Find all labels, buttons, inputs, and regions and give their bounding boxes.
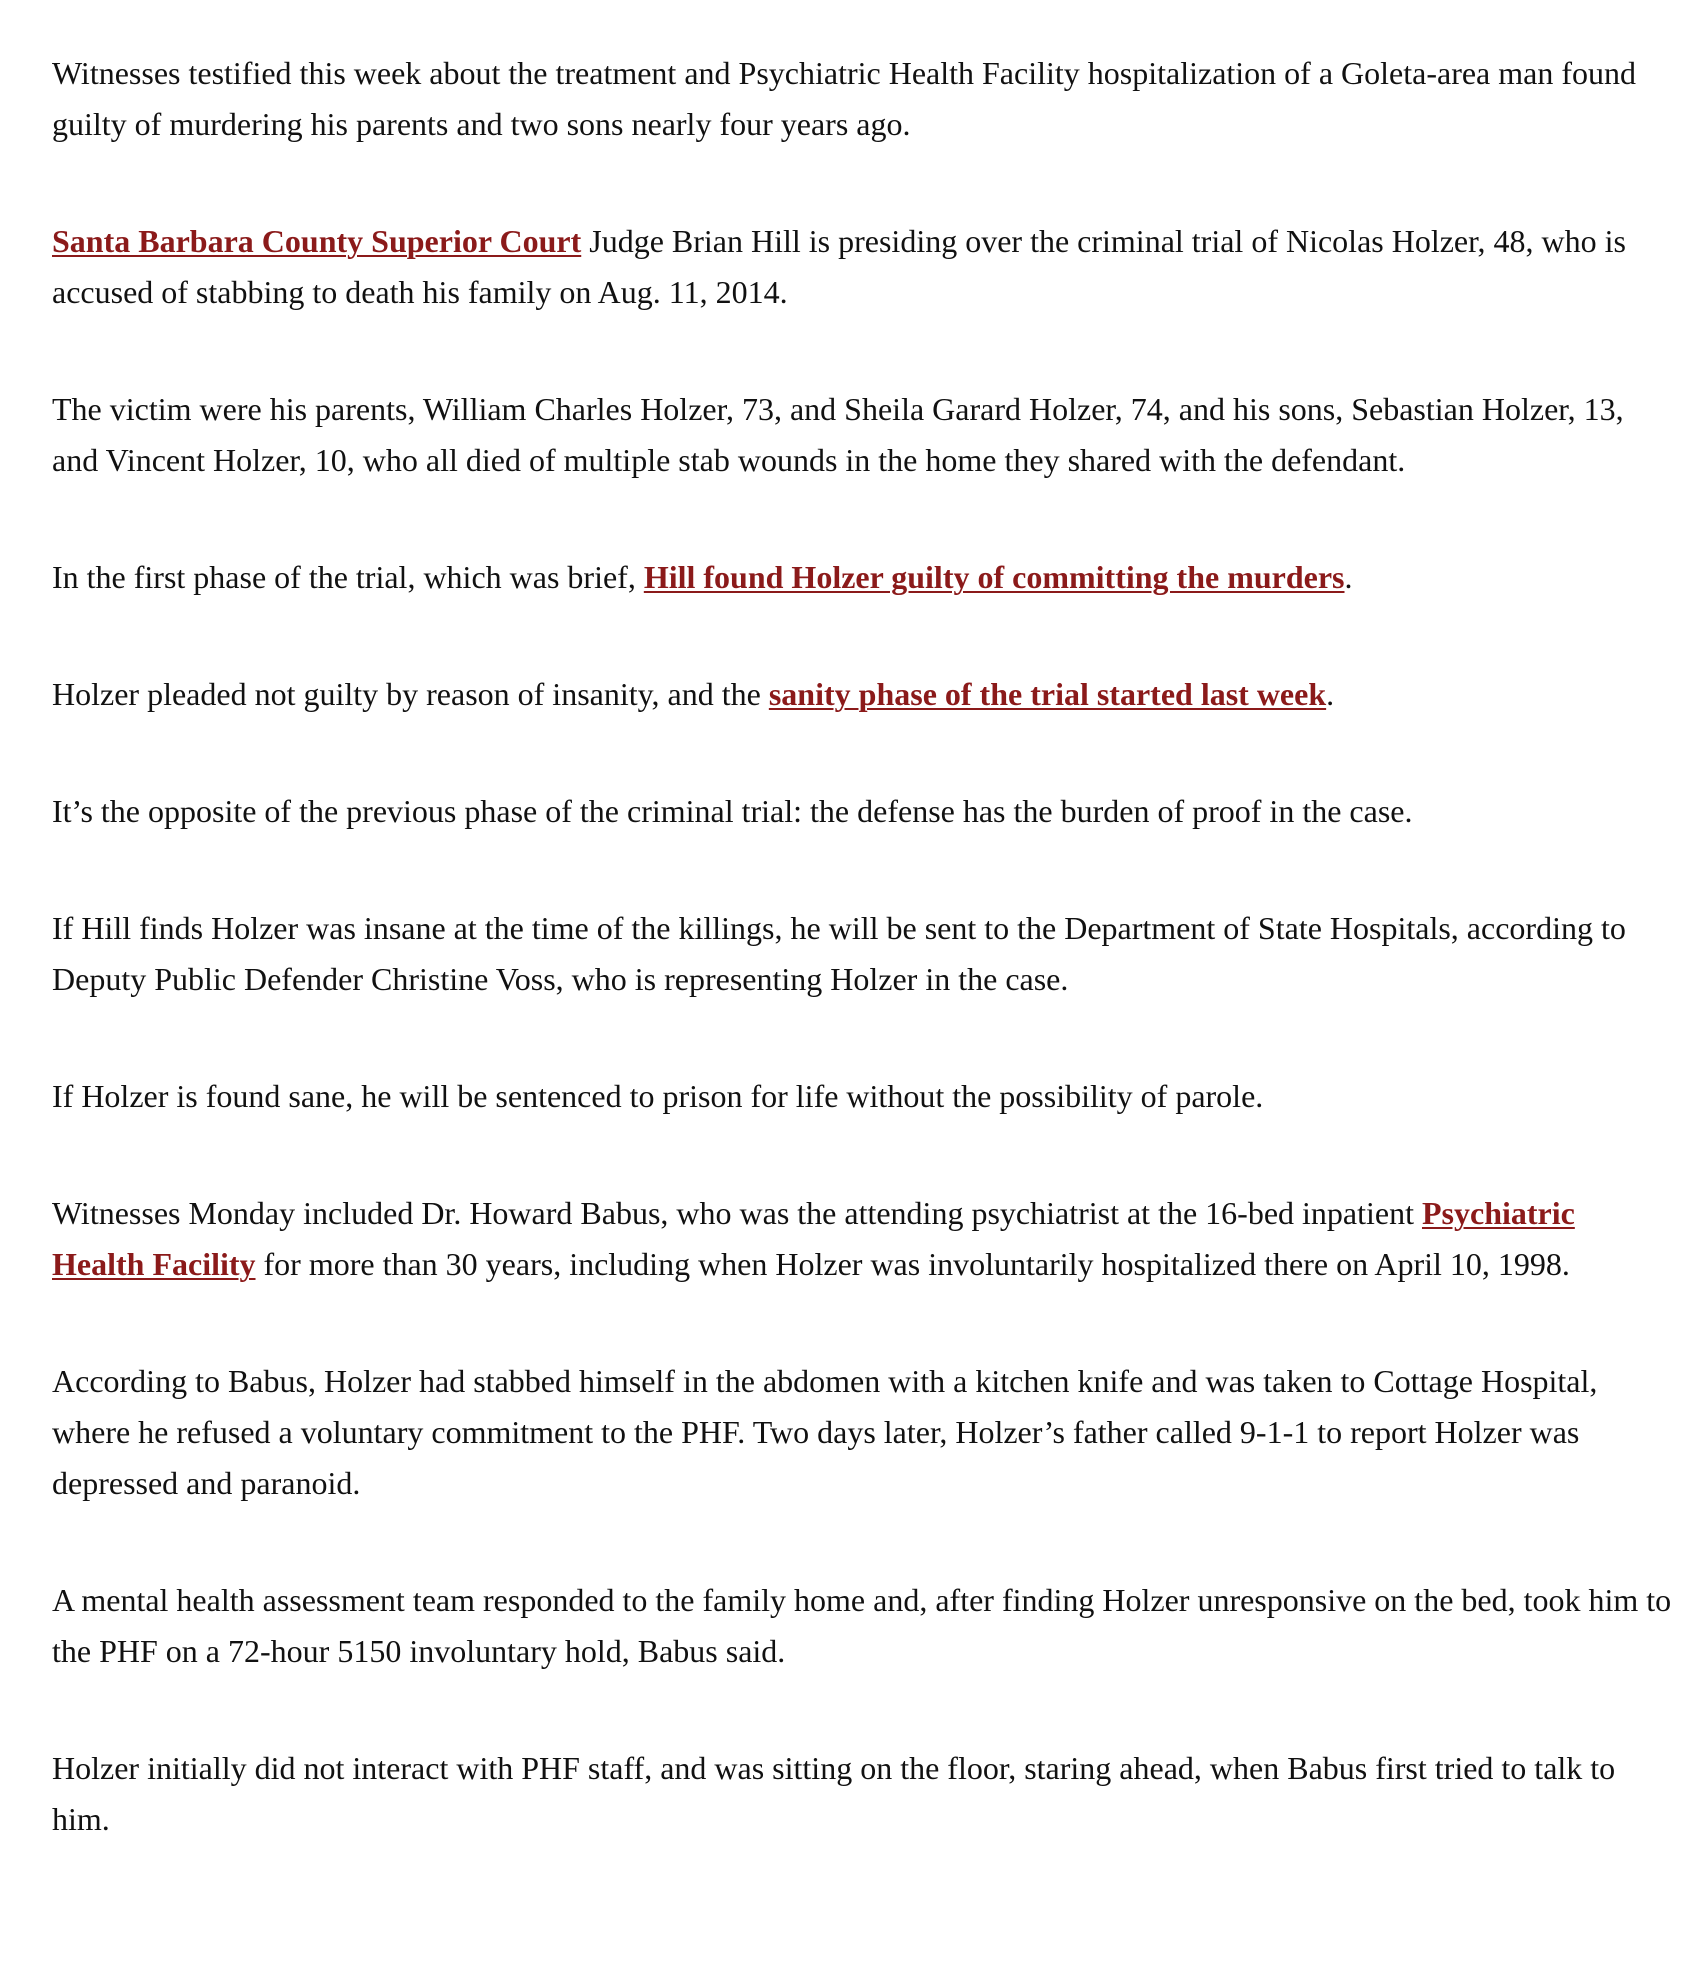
article-body — [52, 48, 1672, 1911]
paragraph-sanity-phase — [52, 669, 1672, 720]
paragraph-insane-outcome: If Hill finds Holzer was insane at the time of the killings, he will be sent to the Department of State Hospitals, according to Deputy Public Defender Christine Voss, who is representing Holzer in the case. — [52, 910, 1626, 997]
guilty-verdict-link[interactable]: Hill found Holzer guilty of committing the murders — [643, 559, 1345, 595]
paragraph-assessment: A mental health assessment team responded to the family home and, after finding Holzer unresponsive on the bed, took him to the PHF on a 72-hour 5150 involuntary hold, Babus said. — [52, 1582, 1672, 1669]
paragraph-first-phase-text: In the first phase of the trial, which was brief, — [52, 559, 644, 595]
paragraph-judge-text: Judge Brian Hill is presiding over the criminal trial of Nicolas Holzer, 48, who is accused of stabbing to death his family on Aug. 11, 2014. — [52, 223, 1626, 310]
superior-court-link[interactable]: Santa Barbara County Superior Court — [52, 223, 582, 259]
paragraph-judge — [52, 216, 1672, 318]
paragraph-witnesses — [52, 1188, 1672, 1290]
period-text: . — [1326, 676, 1335, 712]
sanity-phase-link[interactable]: sanity phase of the trial started last week — [768, 676, 1327, 712]
paragraph-initial-interaction: Holzer initially did not interact with PHF staff, and was sitting on the floor, staring ahead, when Babus first tried to talk to him. — [52, 1750, 1616, 1837]
paragraph-sane-outcome: If Holzer is found sane, he will be sentenced to prison for life without the possibility of parole. — [52, 1078, 1264, 1114]
paragraph-burden-of-proof: It’s the opposite of the previous phase of the criminal trial: the defense has the burden of proof in the case. — [52, 793, 1413, 829]
period-text: . — [1344, 559, 1353, 595]
paragraph-witnesses-text: Witnesses Monday included Dr. Howard Babus, who was the attending psychiatrist at the 16-bed inpatient — [52, 1195, 1422, 1231]
paragraph-intro: Witnesses testified this week about the treatment and Psychiatric Health Facility hospitalization of a Goleta-area man found guilty of murdering his parents and two sons nearly four years ago. — [52, 55, 1636, 142]
paragraph-witnesses-text-end: for more than 30 years, including when Holzer was involuntarily hospitalized there on April 10, 1998. — [255, 1246, 1570, 1282]
paragraph-victims: The victim were his parents, William Charles Holzer, 73, and Sheila Garard Holzer, 74, and his sons, Sebastian Holzer, 13, and Vincent Holzer, 10, who all died of multiple stab wounds in the home they shared with the defendant. — [52, 391, 1624, 478]
psychiatric-health-facility-link[interactable]: Psychiatric Health Facility — [52, 1195, 1575, 1282]
paragraph-stabbing-history: According to Babus, Holzer had stabbed himself in the abdomen with a kitchen knife and was taken to Cottage Hospital, where he refused a voluntary commitment to the PHF. Two days later, Holzer’s father called 9-1-1 to report Holzer was depressed and paranoid. — [52, 1363, 1598, 1501]
paragraph-sanity-phase-text: Holzer pleaded not guilty by reason of insanity, and the — [52, 676, 769, 712]
paragraph-first-phase — [52, 552, 1672, 603]
